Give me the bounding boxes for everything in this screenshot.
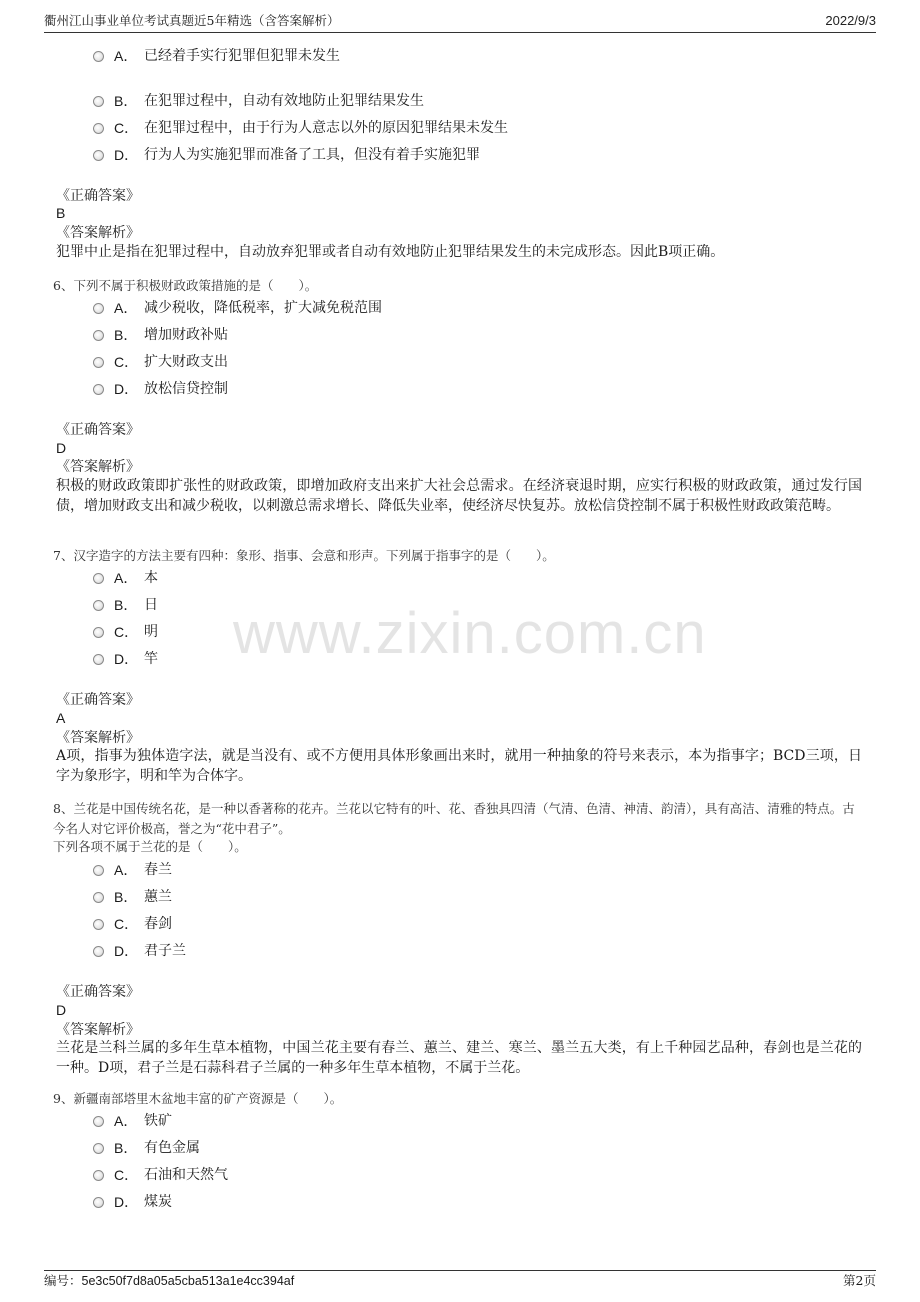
radio-icon[interactable] bbox=[93, 919, 104, 930]
analysis-label: 《答案解析》 bbox=[56, 225, 140, 241]
option-text: 放松信贷控制 bbox=[144, 381, 228, 397]
option-key: A． bbox=[114, 48, 138, 64]
option-key: A． bbox=[114, 570, 138, 586]
correct-answer-label: 《正确答案》 bbox=[56, 188, 140, 204]
option-key: B． bbox=[114, 597, 138, 613]
option-text: 竿 bbox=[144, 651, 158, 667]
option-key: D． bbox=[114, 1194, 139, 1210]
correct-answer: B bbox=[56, 205, 66, 221]
correct-answer: A bbox=[56, 710, 66, 726]
radio-icon[interactable] bbox=[93, 51, 104, 62]
watermark: www.zixin.com.cn bbox=[233, 601, 707, 666]
radio-icon[interactable] bbox=[93, 150, 104, 161]
correct-answer-label: 《正确答案》 bbox=[56, 984, 140, 1000]
option-text: 日 bbox=[144, 597, 158, 613]
option-key: C． bbox=[114, 916, 139, 932]
option-text: 本 bbox=[144, 570, 158, 586]
option-key: D． bbox=[114, 943, 139, 959]
correct-answer-label: 《正确答案》 bbox=[56, 422, 140, 438]
analysis-label: 《答案解析》 bbox=[56, 730, 140, 746]
radio-icon[interactable] bbox=[93, 303, 104, 314]
radio-icon[interactable] bbox=[93, 330, 104, 341]
option-text: 在犯罪过程中，由于行为人意志以外的原因犯罪结果未发生 bbox=[144, 120, 508, 136]
radio-icon[interactable] bbox=[93, 600, 104, 611]
option-key: A． bbox=[114, 1113, 138, 1129]
radio-icon[interactable] bbox=[93, 892, 104, 903]
radio-icon[interactable] bbox=[93, 865, 104, 876]
radio-icon[interactable] bbox=[93, 654, 104, 665]
option-key: C． bbox=[114, 354, 139, 370]
option-text: 扩大财政支出 bbox=[144, 354, 228, 370]
radio-icon[interactable] bbox=[93, 357, 104, 368]
option-text: 行为人为实施犯罪而准备了工具，但没有着手实施犯罪 bbox=[144, 147, 480, 163]
question-stem: 6、下列不属于积极财政政策措施的是（ ）。 bbox=[53, 278, 318, 293]
option-text: 有色金属 bbox=[144, 1140, 200, 1156]
option-key: D． bbox=[114, 147, 139, 163]
document-code-label: 编号： bbox=[44, 1273, 82, 1288]
option-key: B． bbox=[114, 327, 138, 343]
analysis-label: 《答案解析》 bbox=[56, 459, 140, 475]
option-text: 蕙兰 bbox=[144, 889, 172, 905]
analysis-text: 积极的财政政策即扩张性的财政政策，即增加政府支出来扩大社会总需求。在经济衰退时期，应实行积极的财政政策，通过发行国债，增加财政支出和减少税收，以刺激总需求增长、降低失业率，使经济尽快复苏。放松信贷控制不属于积极性财政政策范畴。 bbox=[56, 478, 862, 514]
analysis-text: A项，指事为独体造字法，就是当没有、或不方便用具体形象画出来时，就用一种抽象的符号来表示，本为指事字；BCD三项，日字为象形字，明和竿为合体字。 bbox=[56, 748, 862, 784]
document-date: 2022/9/3 bbox=[825, 13, 876, 28]
option-text: 君子兰 bbox=[144, 943, 186, 959]
option-key: D． bbox=[114, 381, 139, 397]
option-text: 减少税收，降低税率，扩大减免税范围 bbox=[144, 300, 382, 316]
radio-icon[interactable] bbox=[93, 1143, 104, 1154]
option-text: 煤炭 bbox=[144, 1194, 172, 1210]
document-title: 衢州江山事业单位考试真题近5年精选（含答案解析） bbox=[44, 13, 340, 28]
analysis-text: 兰花是兰科兰属的多年生草本植物，中国兰花主要有春兰、蕙兰、建兰、寒兰、墨兰五大类，有上千种园艺品种，春剑也是兰花的一种。D项，君子兰是石蒜科君子兰属的一种多年生草本植物，不属于兰花。 bbox=[56, 1040, 862, 1076]
page-number: 第2页 bbox=[843, 1273, 876, 1288]
question-stem: 8、兰花是中国传统名花，是一种以香著称的花卉。兰花以它特有的叶、花、香独具四清（气清、色清、神清、韵清），具有高洁、清雅的特点。古今名人对它评价极高，誉之为“花中君子”。 bbox=[53, 801, 855, 836]
radio-icon[interactable] bbox=[93, 946, 104, 957]
correct-answer: D bbox=[56, 440, 67, 456]
option-key: A． bbox=[114, 862, 138, 878]
document-code-value: 5e3c50f7d8a05a5cba513a1e4cc394af bbox=[81, 1274, 295, 1288]
correct-answer: D bbox=[56, 1002, 67, 1018]
document-code bbox=[44, 1272, 294, 1290]
option-text: 增加财政补贴 bbox=[144, 327, 228, 343]
footer-divider bbox=[44, 1270, 876, 1271]
page-footer bbox=[44, 1272, 876, 1290]
correct-answer-label: 《正确答案》 bbox=[56, 692, 140, 708]
question-stem-line: 下列各项不属于兰花的是（ ）。 bbox=[53, 839, 247, 854]
analysis-text: 犯罪中止是指在犯罪过程中，自动放弃犯罪或者自动有效地防止犯罪结果发生的未完成形态。因此B项正确。 bbox=[56, 244, 725, 260]
option-text: 在犯罪过程中，自动有效地防止犯罪结果发生 bbox=[144, 93, 424, 109]
option-key: C． bbox=[114, 120, 139, 136]
option-text: 已经着手实行犯罪但犯罪未发生 bbox=[144, 48, 340, 64]
radio-icon[interactable] bbox=[93, 96, 104, 107]
radio-icon[interactable] bbox=[93, 1170, 104, 1181]
radio-icon[interactable] bbox=[93, 123, 104, 134]
radio-icon[interactable] bbox=[93, 1116, 104, 1127]
option-text: 石油和天然气 bbox=[144, 1167, 228, 1183]
option-text: 铁矿 bbox=[144, 1113, 172, 1129]
option-key: B． bbox=[114, 889, 138, 905]
option-key: B． bbox=[114, 1140, 138, 1156]
radio-icon[interactable] bbox=[93, 384, 104, 395]
question-stem: 7、汉字造字的方法主要有四种：象形、指事、会意和形声。下列属于指事字的是（ ）。 bbox=[53, 548, 555, 563]
radio-icon[interactable] bbox=[93, 573, 104, 584]
option-key: C． bbox=[114, 624, 139, 640]
option-key: D． bbox=[114, 651, 139, 667]
option-key: C． bbox=[114, 1167, 139, 1183]
question-stem: 9、新疆南部塔里木盆地丰富的矿产资源是（ ）。 bbox=[53, 1091, 343, 1106]
option-key: A． bbox=[114, 300, 138, 316]
option-text: 春兰 bbox=[144, 862, 172, 878]
option-text: 明 bbox=[144, 624, 158, 640]
analysis-label: 《答案解析》 bbox=[56, 1022, 140, 1038]
radio-icon[interactable] bbox=[93, 627, 104, 638]
option-text: 春剑 bbox=[144, 916, 172, 932]
option-key: B． bbox=[114, 93, 138, 109]
radio-icon[interactable] bbox=[93, 1197, 104, 1208]
